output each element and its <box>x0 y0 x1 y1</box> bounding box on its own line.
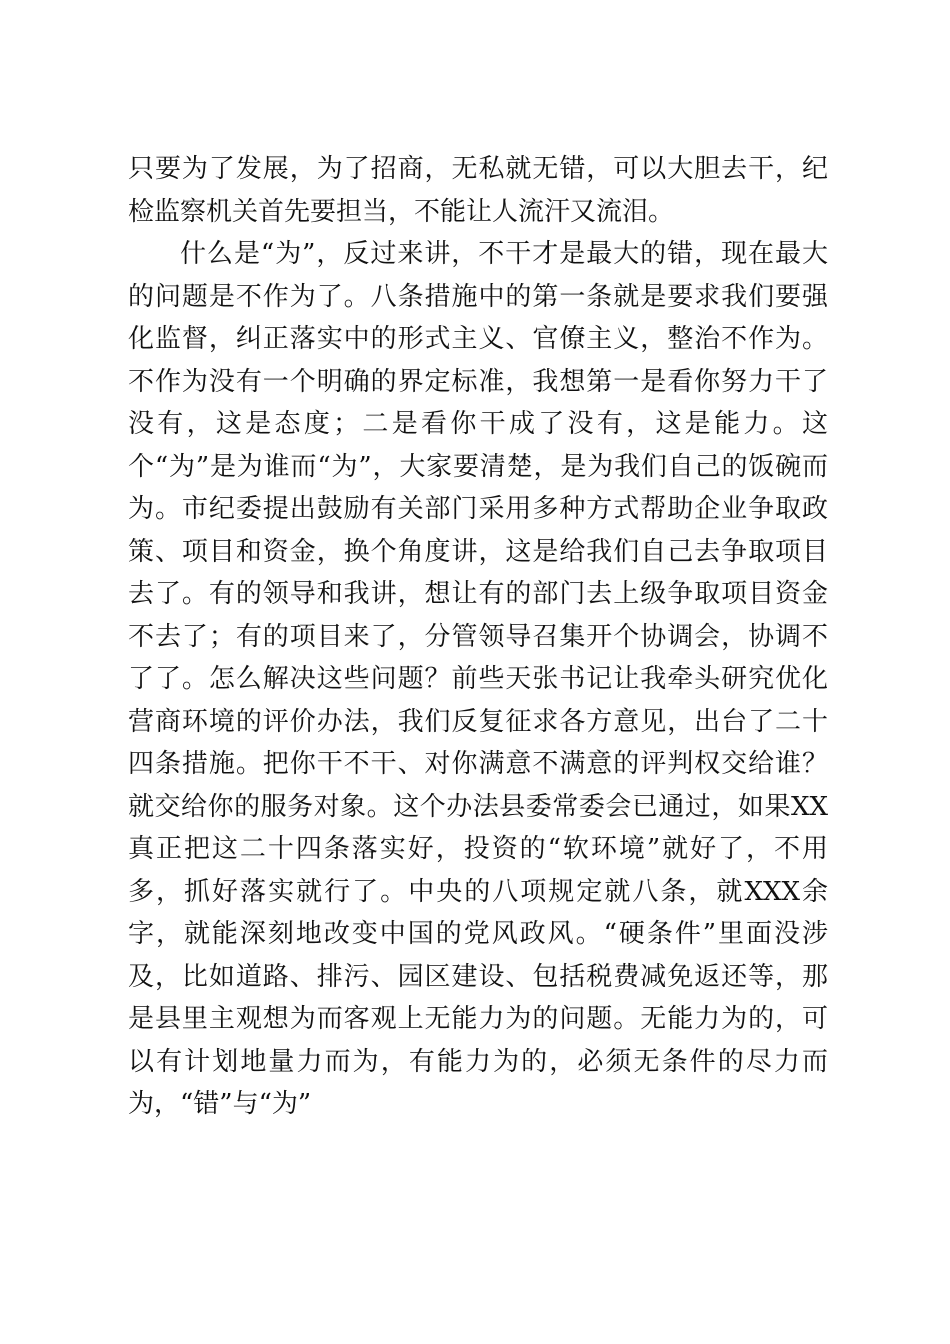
paragraph-what-is-wei: 什么是“为”，反过来讲，不干才是最大的错，现在最大的问题是不作为了。八条措施中的第一条就是要求我们要强化监督，纠正落实中的形式主义、官僚主义，整治不作为。不作为没有一个明确的界定标准，我想第一是看你努力干了没有，这是态度；二是看你干成了没有，这是能力。这个“为”是为谁而“为”，大家要清楚，是为我们自己的饭碗而为。市纪委提出鼓励有关部门采用多种方式帮助企业争取政策、项目和资金，换个角度讲，这是给我们自己去争取项目去了。有的领导和我讲，想让有的部门去上级争取项目资金不去了；有的项目来了，分管领导召集开个协调会，协调不了了。怎么解决这些问题？前些天张书记让我牵头研究优化营商环境的评价办法，我们反复征求各方意见，出台了二十四条措施。把你干不干、对你满意不满意的评判权交给谁？就交给你的服务对象。这个办法县委常委会已通过，如果XX真正把这二十四条落实好，投资的“软环境”就好了，不用多，抓好落实就行了。中央的八项规定就八条，就XXX余字，就能深刻地改变中国的党风政风。“硬条件”里面没涉及，比如道路、排污、园区建设、包括税费减免返还等，那是县里主观想为而客观上无能力为的问题。无能力为的，可以有计划地量力而为，有能力为的，必须无条件的尽力而为，“错”与“为” <box>128 239 828 1119</box>
paragraph-continuation: 只要为了发展，为了招商，无私就无错，可以大胆去干，纪检监察机关首先要担当，不能让人流汗又流泪。 <box>128 154 828 227</box>
document-page <box>128 148 828 1126</box>
